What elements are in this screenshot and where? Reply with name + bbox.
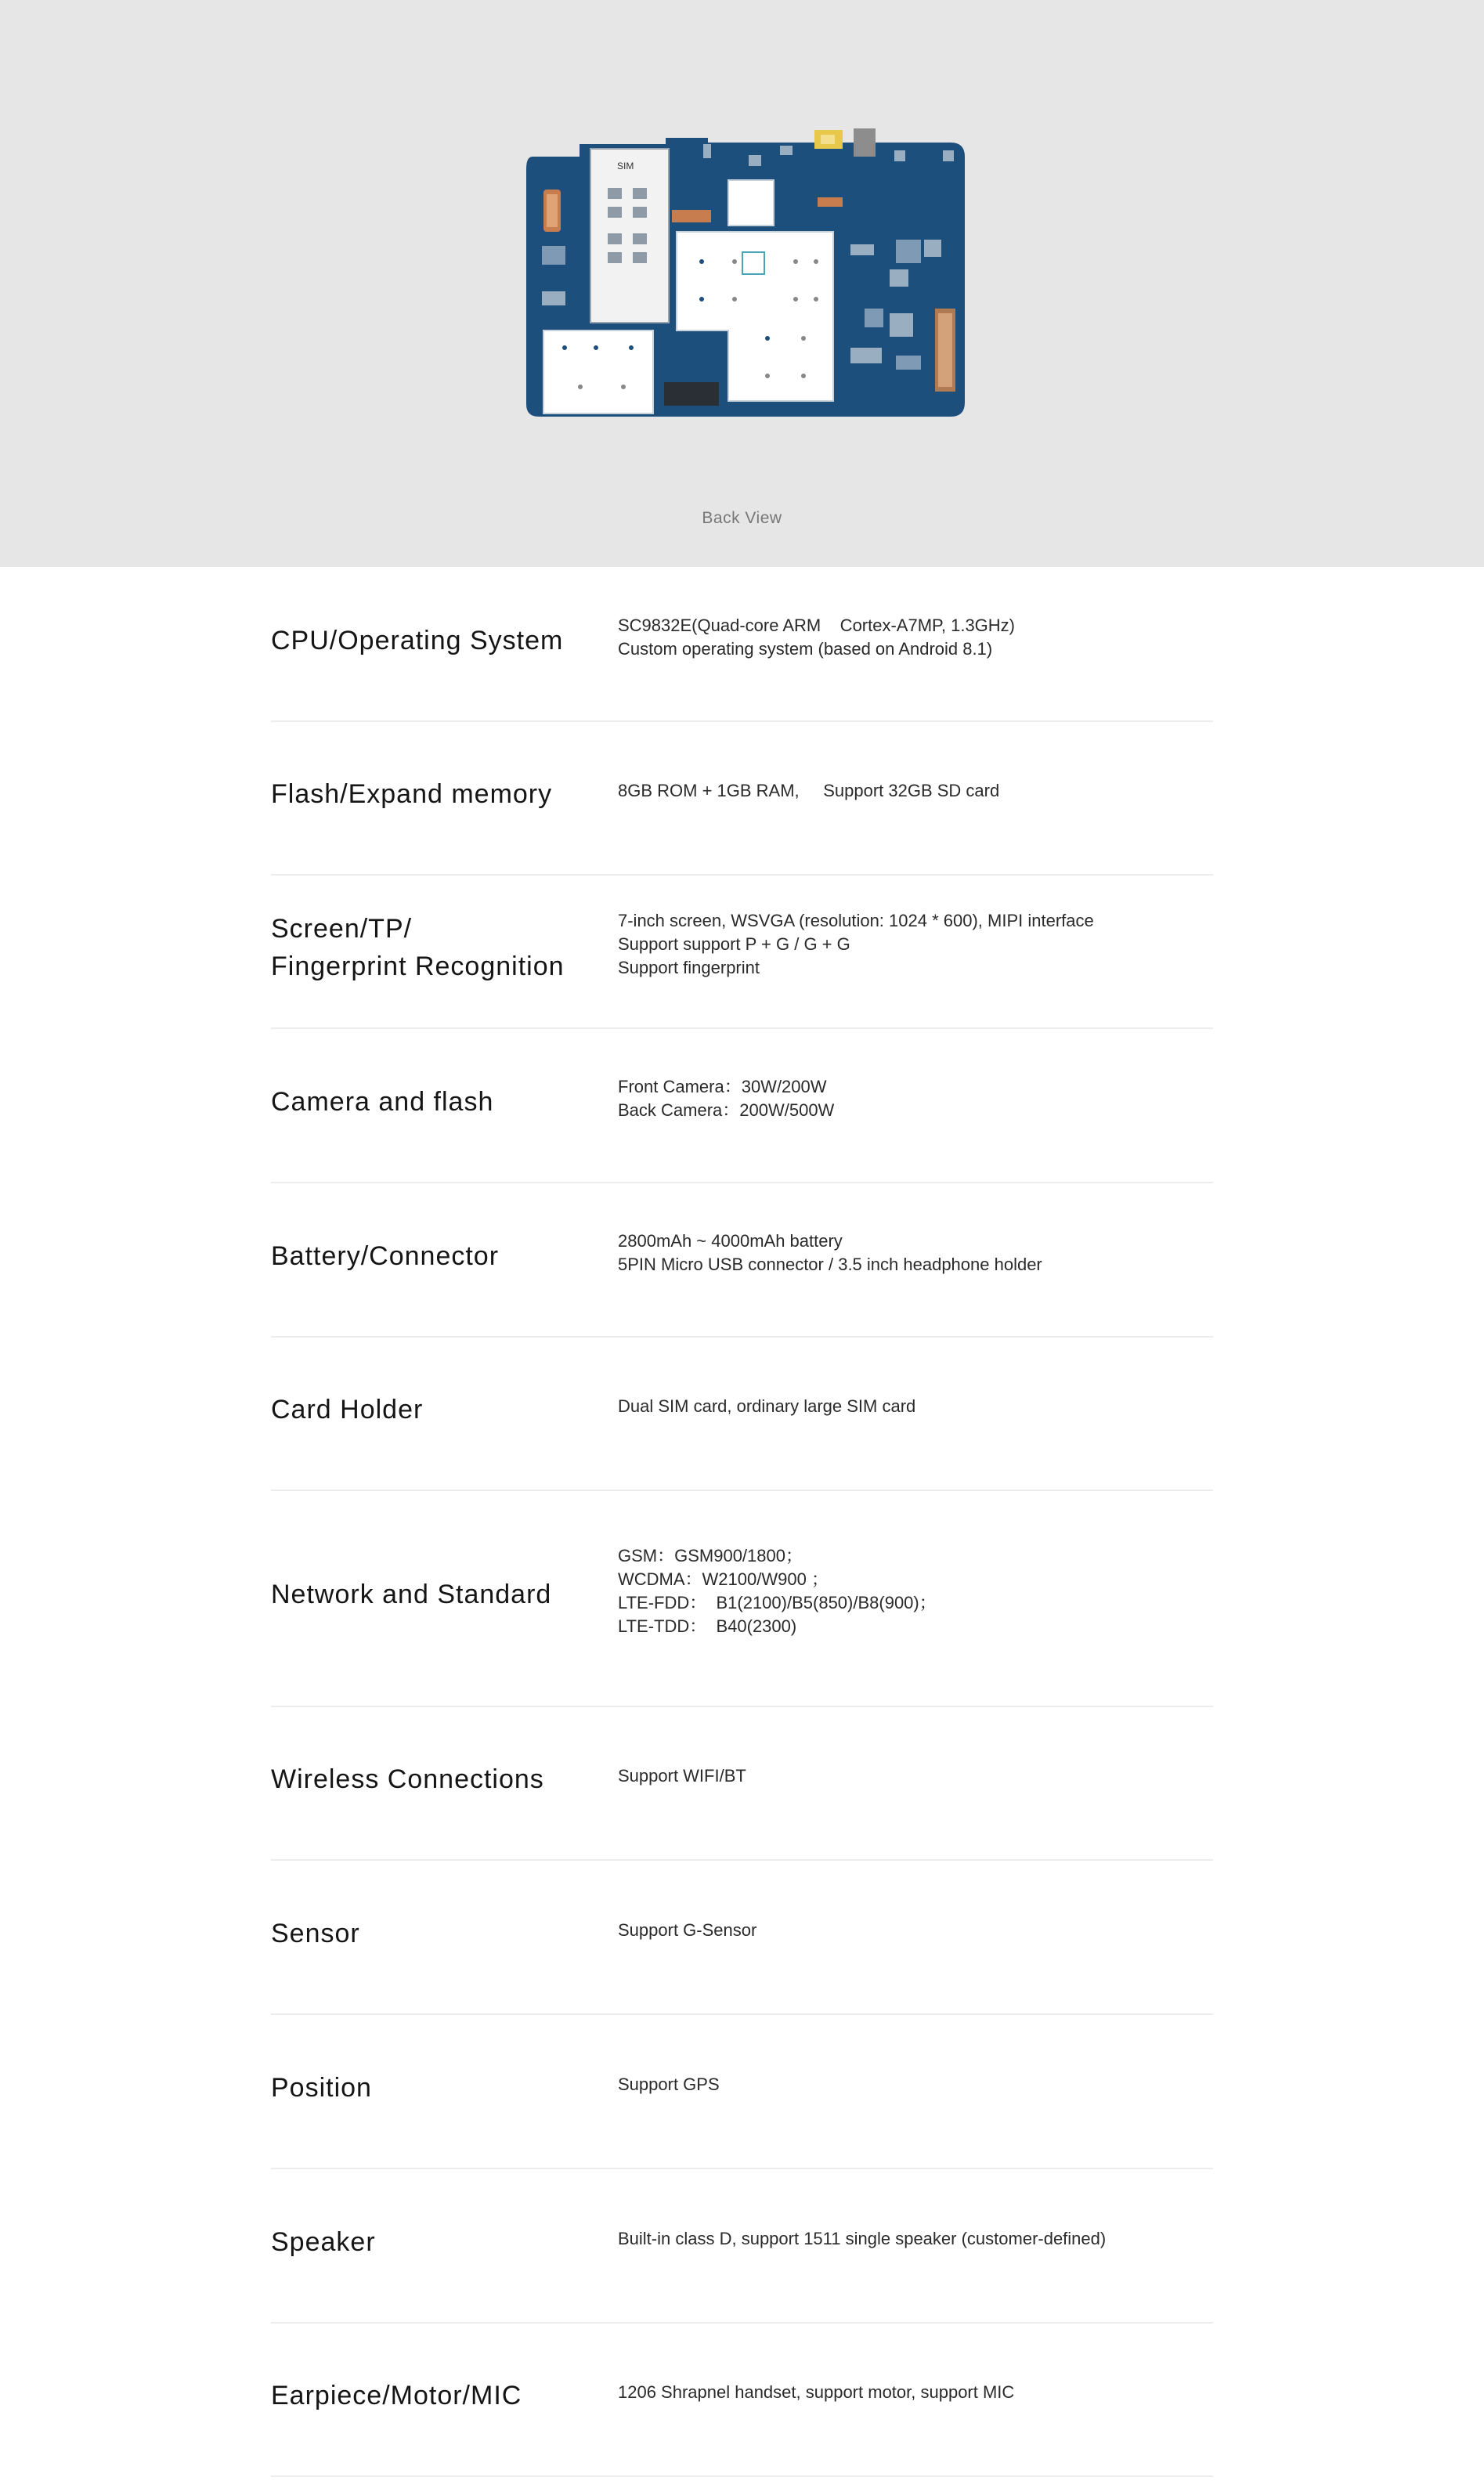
board-image [522,128,968,420]
spec-values [618,2227,1213,2251]
spec-values [618,1075,1213,1122]
spec-label-line: Sensor [271,1918,360,1948]
spec-label-line: Flash/Expand memory [271,779,553,809]
spec-value-line: 8GB ROM + 1GB RAM, Support 32GB SD card [618,781,1000,800]
spec-label-line: Screen/TP/ [271,914,413,944]
spec-label-line: Card Holder [271,1395,424,1425]
spec-label-line: Network and Standard [271,1580,552,1609]
spec-value-line: Back Camera：200W/500W [618,1100,835,1120]
spec-values [618,1395,1213,1418]
spec-row [271,569,1213,722]
spec-row [271,1029,1213,1183]
spec-label [271,1576,600,1613]
spec-label [271,1391,600,1428]
board-sim-label: SIM [617,161,634,172]
spec-value-line: Dual SIM card, ordinary large SIM card [618,1396,916,1416]
spec-values [618,2381,1213,2404]
spec-label-line: Fingerprint Recognition [271,952,565,981]
spec-value-line: Front Camera：30W/200W [618,1076,827,1096]
spec-value-line: Support WIFI/BT [618,1766,746,1786]
spec-value-line: Support G-Sensor [618,1919,757,1940]
spec-label-line: Speaker [271,2226,376,2257]
spec-label [271,910,600,985]
spec-label-line: Earpiece/Motor/MIC [271,2381,522,2410]
spec-row [271,1491,1213,1707]
spec-row [271,1338,1213,1491]
spec-values [618,779,1213,803]
spec-label [271,2377,600,2414]
hero-section [0,0,1484,567]
spec-label [271,1083,600,1121]
spec-label [271,1760,600,1798]
spec-row [271,2015,1213,2169]
spec-values [618,1230,1213,1276]
spec-row [271,1707,1213,1861]
spec-value-line: WCDMA：W2100/W900 ； [618,1569,829,1589]
spec-label-line: Battery/Connector [271,1240,500,1271]
spec-table [0,567,1484,2488]
back-view-caption: Back View [702,509,782,527]
spec-label [271,775,600,813]
spec-value-line: LTE-FDD： B1(2100)/B5(850)/B8(900)； [618,1593,937,1612]
spec-label [271,1915,600,1952]
spec-value-line: 7-inch screen, WSVGA (resolution: 1024 * 600), MIPI interface [618,911,1094,930]
spec-label [271,2223,600,2261]
spec-value-line: Custom operating system (based on Android 8.1) [618,639,993,659]
spec-row [271,1861,1213,2015]
spec-value-line: SC9832E(Quad-core ARM Cortex-A7MP, 1.3GHz) [618,616,1016,635]
spec-value-line: 5PIN Micro USB connector / 3.5 inch headphone holder [618,1254,1042,1274]
spec-values [618,1544,1213,1638]
spec-value-line: LTE-TDD： B40(2300) [618,1616,797,1636]
spec-value-line: 2800mAh ~ 4000mAh battery [618,1230,843,1251]
spec-label [271,622,600,659]
spec-label-line: CPU/Operating System [271,626,564,655]
spec-value-line: Support support P + G / G + G [618,934,850,954]
spec-row [271,2324,1213,2477]
spec-value-line: Support GPS [618,2074,720,2094]
spec-values [618,2073,1213,2096]
spec-values [618,1764,1213,1788]
spec-label [271,2069,600,2107]
spec-values [618,909,1213,980]
spec-values [618,1919,1213,1942]
spec-row [271,876,1213,1029]
spec-label-line: Wireless Connections [271,1764,544,1794]
spec-row [271,2169,1213,2324]
spec-value-line: Support fingerprint [618,958,760,977]
spec-row [271,722,1213,876]
spec-values [618,614,1213,661]
spec-row [271,1183,1213,1338]
spec-label [271,1237,600,1275]
spec-label-line: Camera and flash [271,1086,494,1117]
spec-label-line: Position [271,2072,372,2103]
spec-value-line: 1206 Shrapnel handset, support motor, support MIC [618,2382,1015,2402]
spec-value-line: Built-in class D, support 1511 single speaker (customer-defined) [618,2228,1107,2248]
spec-value-line: GSM：GSM900/1800； [618,1546,803,1565]
